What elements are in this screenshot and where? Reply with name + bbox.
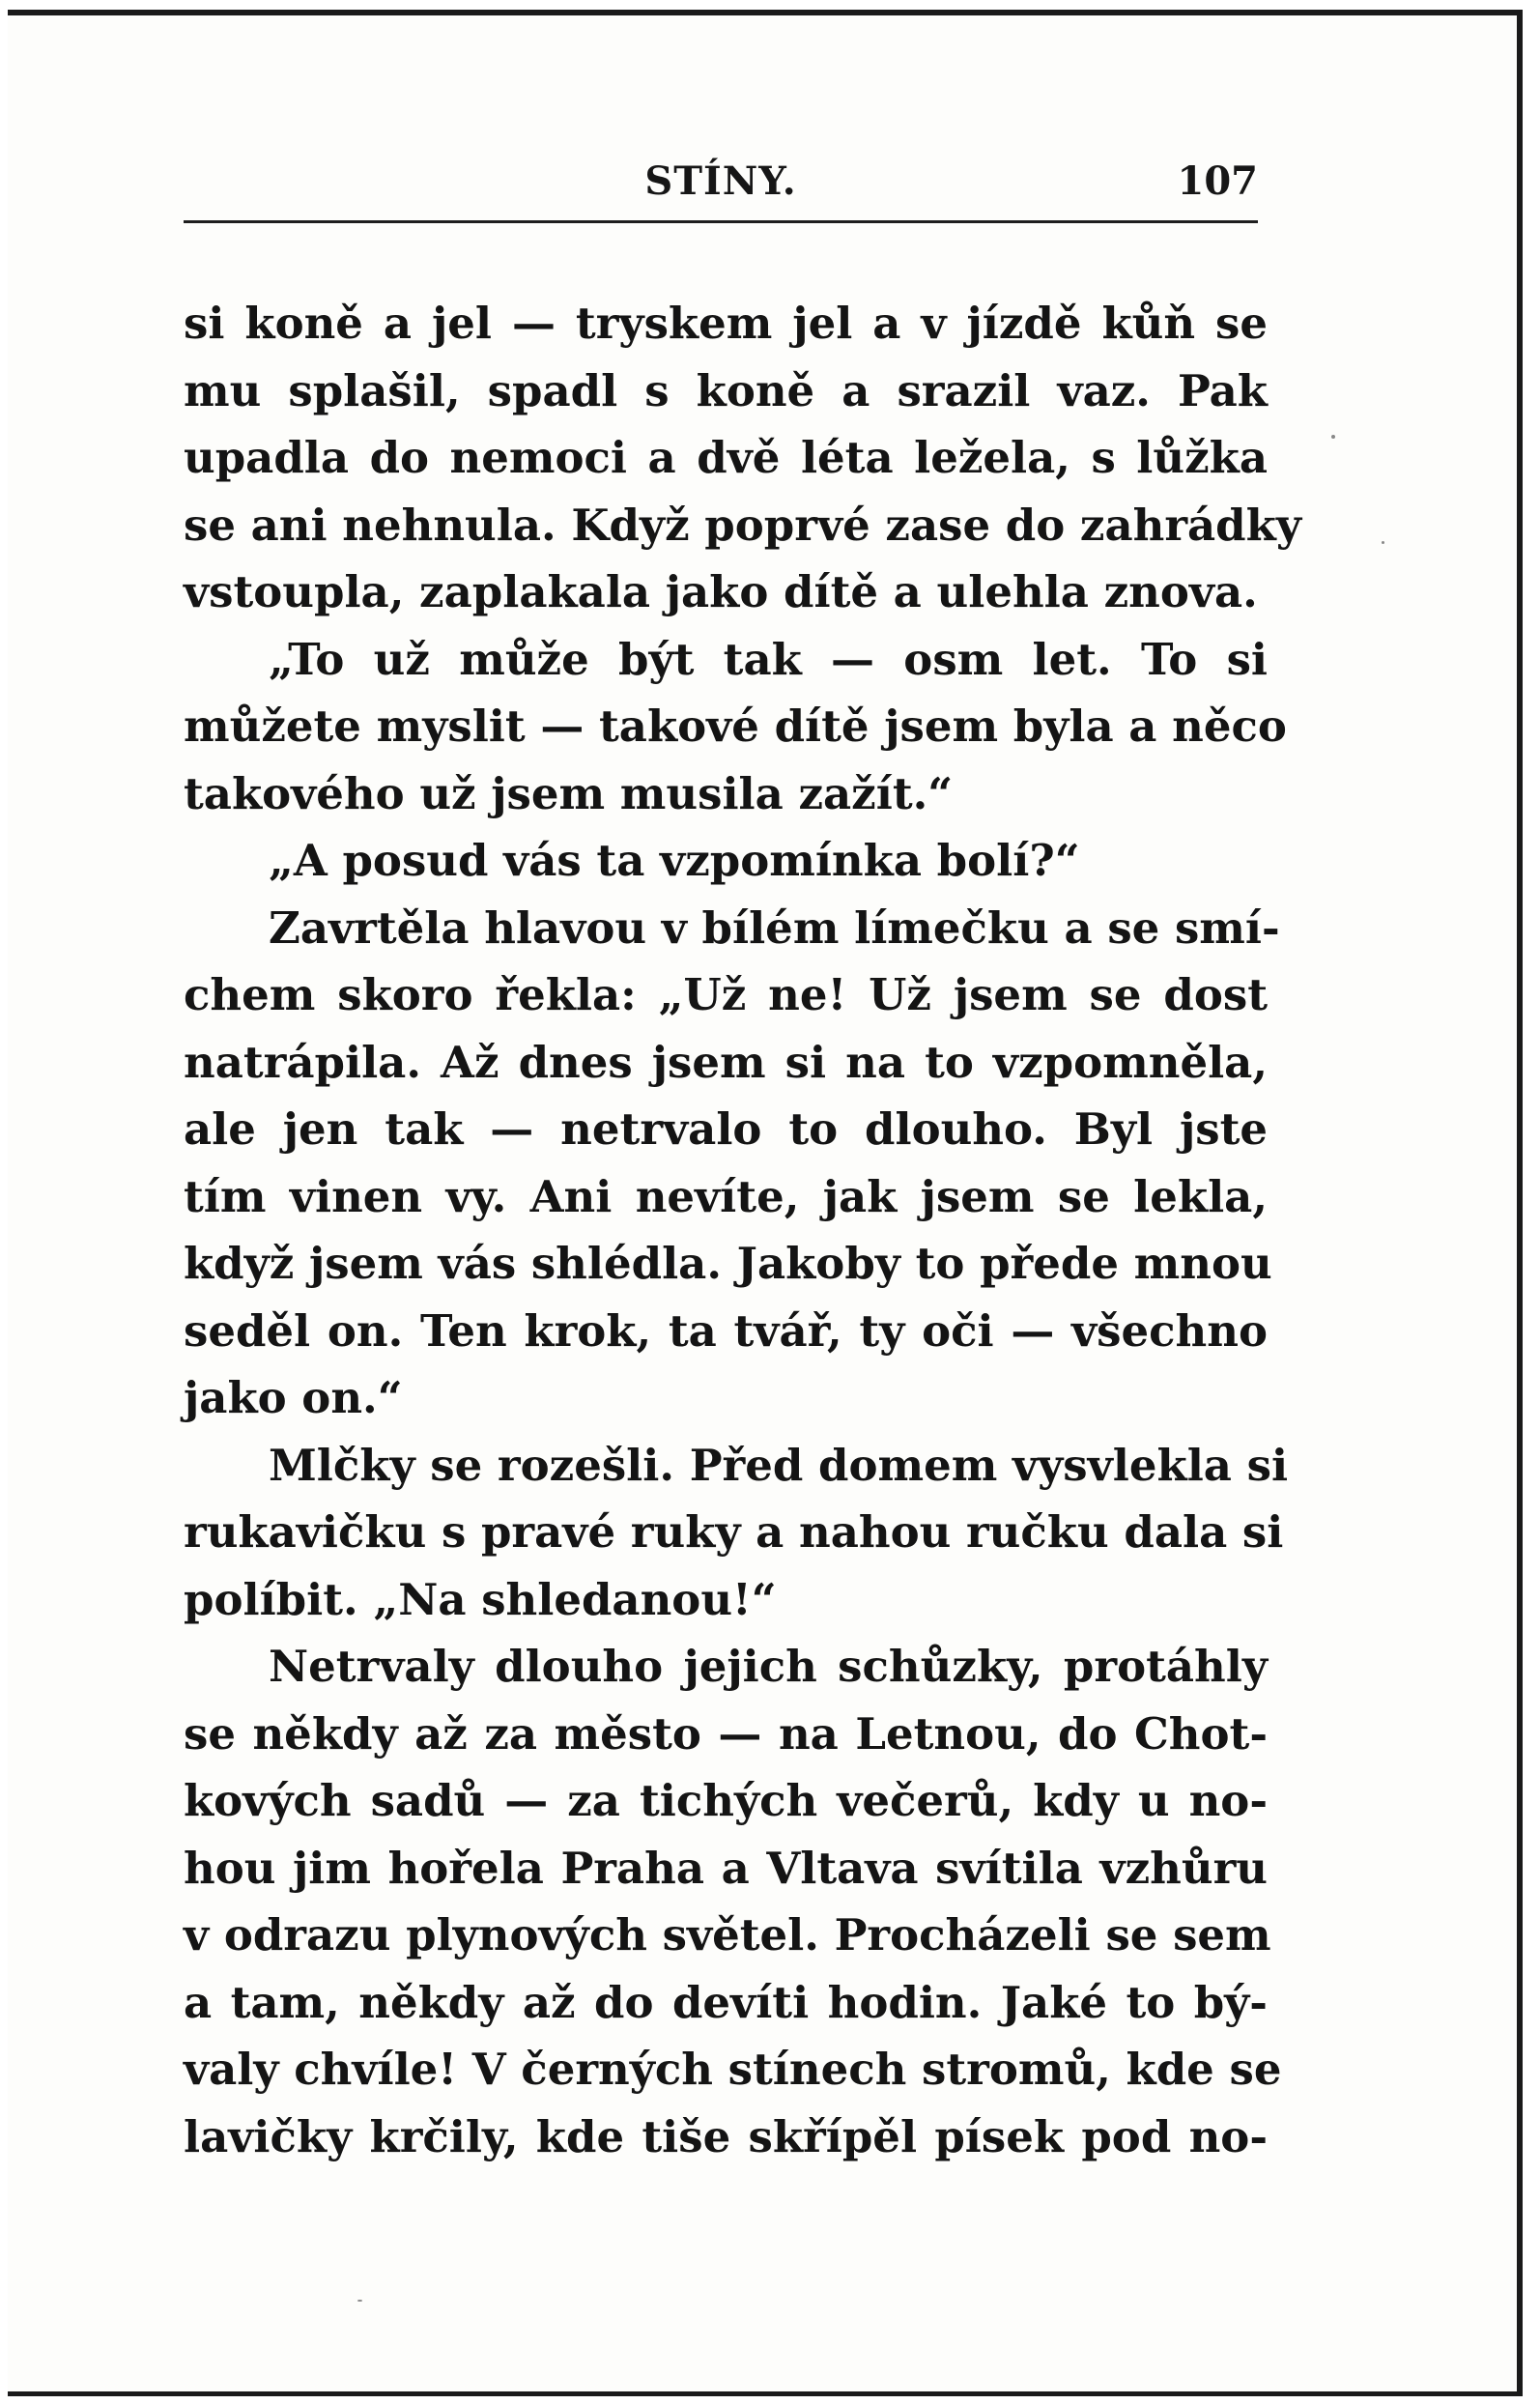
print-speck xyxy=(1382,541,1384,544)
text-line: mu splašil, spadl s koně a srazil vaz. Pak xyxy=(184,364,1268,416)
text-line: lavičky krčily, kde tiše skřípěl písek pod no- xyxy=(184,2110,1268,2162)
text-line: upadla do nemoci a dvě léta ležela, s lůžka xyxy=(184,432,1268,483)
running-title: STÍNY. xyxy=(644,158,797,204)
text-line: valy chvíle! V černých stínech stromů, kde se xyxy=(184,2044,1282,2095)
print-speck xyxy=(357,2300,362,2302)
print-speck xyxy=(1331,435,1335,439)
text-line: natrápila. Až dnes jsem si na to vzpomněla, xyxy=(184,1036,1268,1088)
text-line: a tam, někdy až do devíti hodin. Jaké to bý- xyxy=(184,1976,1268,2028)
text-line: políbit. „Na shledanou!“ xyxy=(184,1573,777,1625)
page-header xyxy=(184,145,1258,222)
text-line: můžete myslit — takové dítě jsem byla a něco xyxy=(184,701,1287,752)
text-line: seděl on. Ten krok, ta tvář, ty oči — všechno xyxy=(184,1304,1268,1357)
text-line: kových sadů — za tichých večerů, kdy u no- xyxy=(184,1775,1268,1826)
text-line: „A posud vás ta vzpomínka bolí?“ xyxy=(269,835,1080,886)
text-line: chem skoro řekla: „Už ne! Už jsem se dost xyxy=(184,969,1268,1020)
page-number: 107 xyxy=(1177,158,1258,204)
header-rule xyxy=(184,220,1258,223)
text-line: Mlčky se rozešli. Před domem vysvlekla si xyxy=(269,1439,1289,1491)
text-line: se někdy až za město — na Letnou, do Chot- xyxy=(184,1707,1268,1760)
text-line: rukavičku s pravé ruky a nahou ručku dala si xyxy=(184,1506,1284,1558)
text-line: hou jim hořela Praha a Vltava svítila vzhůru xyxy=(184,1842,1268,1894)
text-line: takového už jsem musila zažít.“ xyxy=(184,767,954,819)
text-line: jako on.“ xyxy=(184,1372,403,1423)
text-line: když jsem vás shlédla. Jakoby to přede mnou xyxy=(184,1238,1272,1289)
text-line: Netrvaly dlouho jejich schůzky, protáhly xyxy=(269,1641,1268,1692)
text-line: se ani nehnula. Když poprvé zase do zahrádky xyxy=(184,499,1301,551)
body-text xyxy=(184,290,1301,2170)
text-line: Zavrtěla hlavou v bílém límečku a se smí- xyxy=(269,902,1280,954)
text-line: ale jen tak — netrvalo to dlouho. Byl jste xyxy=(184,1103,1268,1155)
text-line: vstoupla, zaplakala jako dítě a ulehla znova. xyxy=(184,566,1258,617)
text-line: „To už může být tak — osm let. To si xyxy=(269,633,1268,685)
text-line: v odrazu plynových světel. Procházeli se sem xyxy=(184,1909,1271,1960)
text-line: tím vinen vy. Ani nevíte, jak jsem se lekla, xyxy=(184,1170,1268,1222)
text-line: si koně a jel — tryskem jel a v jízdě kůň se xyxy=(184,298,1268,349)
